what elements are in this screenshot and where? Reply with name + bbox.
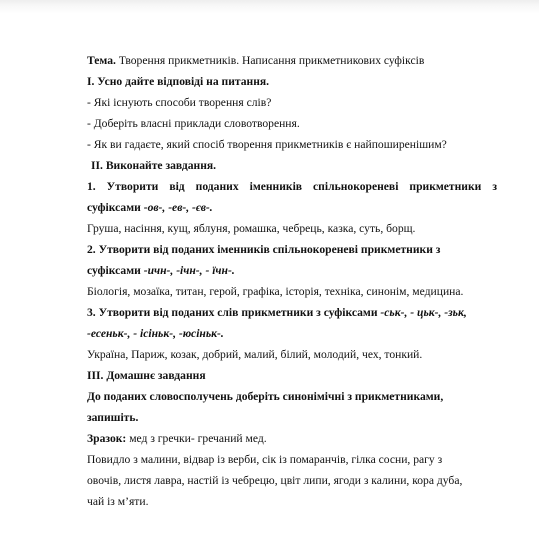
- task1-suffixes: -ов-, -ев-, -єв-.: [143, 201, 213, 214]
- task1-word: з: [492, 180, 497, 193]
- phrases-line1: Повидло з малини, відвар із верби, сік із помаранчів, гілка сосни, рагу з: [87, 453, 443, 466]
- phrases-line2: овочів, листя лавра, настій із чебрецю, цвіт липи, ягоди з калини, кора дуба,: [87, 474, 463, 487]
- task1-word: іменників: [249, 180, 303, 193]
- task2-suffix-prefix: суфіксами: [87, 264, 144, 277]
- topic-text: Творення прикметників. Написання прикметникових суфіксів: [115, 54, 425, 67]
- task2-line2: [87, 263, 497, 284]
- phrases-line3: чай із м’яти.: [87, 495, 149, 508]
- task3-line1: [87, 305, 497, 326]
- task1-number: 1.: [87, 180, 96, 193]
- task1-word: Утворити: [106, 180, 159, 193]
- document-body: [87, 53, 497, 515]
- topic-label: Тема.: [87, 54, 116, 67]
- example-text: мед з гречки- гречаний мед.: [126, 432, 267, 445]
- task1-suffix-prefix: суфіксами: [87, 201, 144, 214]
- question-3: - Як ви гадаєте, який спосіб творення прикметників є найпоширенішим?: [87, 138, 447, 151]
- task2-suffixes: -ичн-, -ічн-, - їчн-.: [143, 264, 235, 277]
- section1-heading: І. Усно дайте відповіді на питання.: [87, 75, 270, 88]
- task1-line2: [87, 200, 497, 221]
- task3-prefix: 3. Утворити від поданих слів прикметники з суфіксами: [87, 306, 381, 319]
- task1-word: спільнокореневі: [313, 180, 399, 193]
- question-2: - Доберіть власні приклади словотворення.: [87, 117, 300, 130]
- homework-instruction-line1: До поданих словосполучень доберіть синонімічні з прикметниками,: [87, 390, 444, 403]
- task1-line1: [87, 179, 497, 200]
- task2-words: Біологія, мозаїка, титан, герой, графіка, історія, техніка, синонім, медицина.: [87, 285, 464, 298]
- topic-line: [87, 53, 497, 74]
- section2-heading: ІІ. Виконайте завдання.: [91, 159, 217, 172]
- example-line: [87, 431, 497, 452]
- task3-suffixes-a: -ськ-, - цьк-, -зьк,: [380, 306, 467, 319]
- task3-line2: -есеньк-, - ісіньк-, -юсіньк-.: [87, 327, 224, 340]
- homework-instruction-line2: запишіть.: [87, 411, 139, 424]
- task1-words: Груша, насіння, кущ, яблуня, ромашка, чебрець, казка, суть, борщ.: [87, 222, 416, 235]
- section3-heading: ІІІ. Домашнє завдання: [87, 369, 206, 382]
- example-label: Зразок:: [87, 432, 127, 445]
- task3-words: Україна, Париж, козак, добрий, малий, білий, молодий, чех, тонкий.: [87, 348, 423, 361]
- task1-word: від: [169, 180, 185, 193]
- task1-word: поданих: [195, 180, 239, 193]
- task2-line1: 2. Утворити від поданих іменників спільнокореневі прикметники з: [87, 243, 441, 256]
- task1-word: прикметники: [409, 180, 482, 193]
- question-1: - Які існують способи творення слів?: [87, 96, 272, 109]
